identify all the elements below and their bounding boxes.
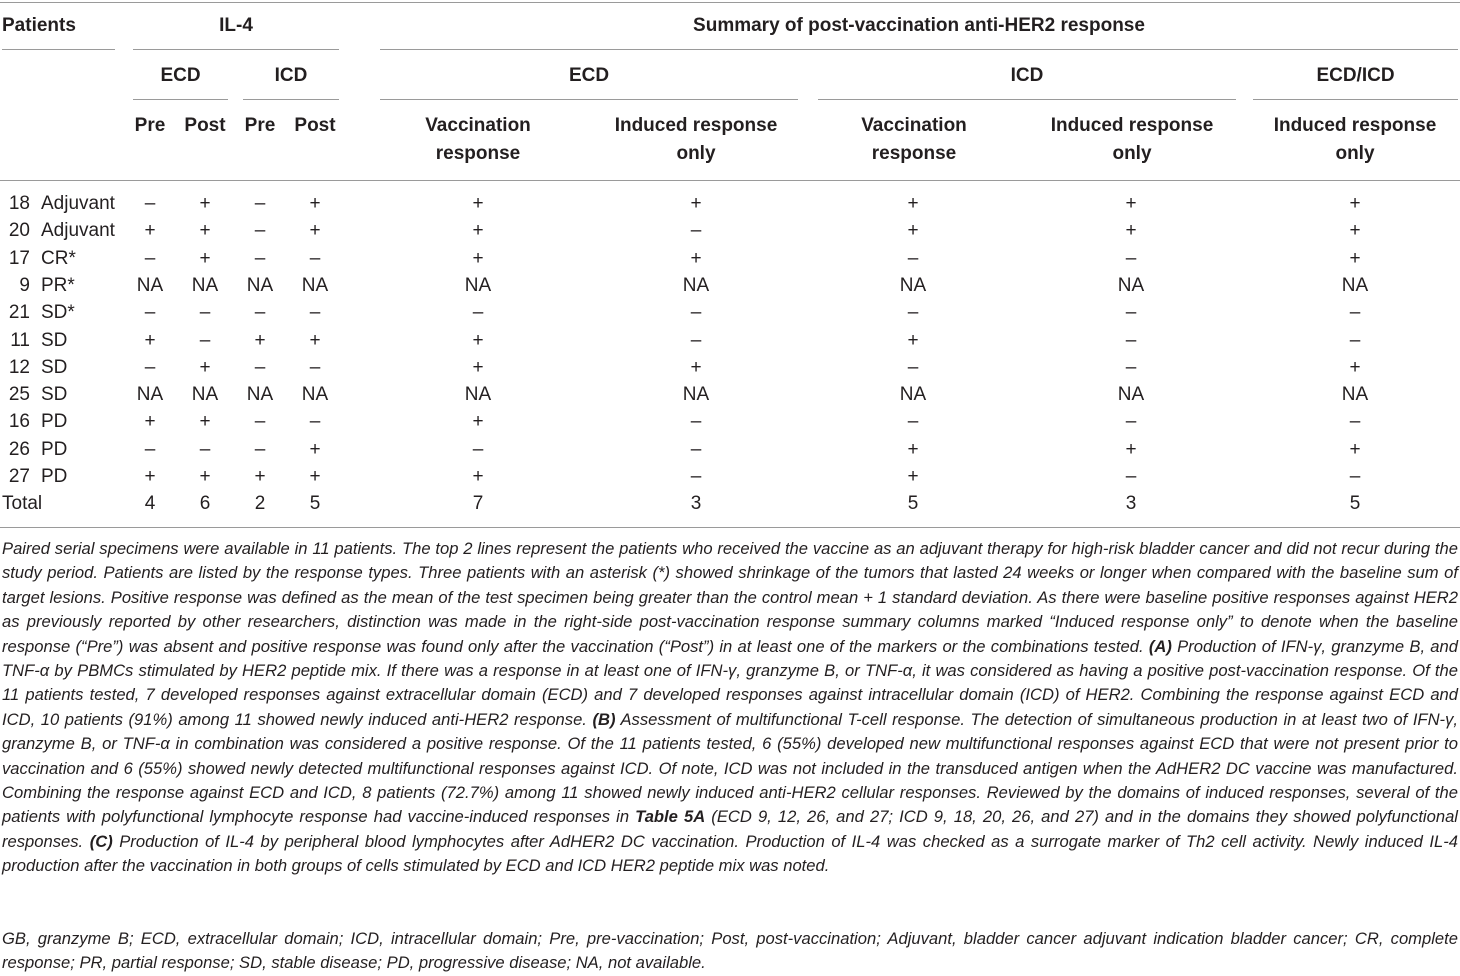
response-cell: – xyxy=(1125,247,1137,269)
response-cell: – xyxy=(907,356,919,378)
response-cell: NA xyxy=(246,384,274,406)
total-cell: 5 xyxy=(1349,493,1361,515)
patient-response-type: PR* xyxy=(41,274,75,296)
response-cell: – xyxy=(254,411,266,433)
post-header: Post xyxy=(294,115,336,136)
rule-sum-ecd-icd xyxy=(1253,99,1458,100)
response-cell: – xyxy=(254,247,266,269)
response-cell: – xyxy=(690,438,702,460)
response-cell: – xyxy=(144,302,156,324)
response-cell: + xyxy=(144,220,156,242)
abbreviations-note: GB, granzyme B; ECD, extracellular domain; ICD, intracellular domain; Pre, pre-vaccination; Post, post-vaccination; Adjuvant, bladder cancer adjuvant indication bladder cancer; CR, complete response; PR, partial response; SD, stable disease; PD, progressive disease; NA, not available. xyxy=(2,929,1458,973)
rule-il4 xyxy=(133,49,339,50)
summary-header: Summary of post-vaccination anti-HER2 response xyxy=(693,15,1145,36)
response-cell: + xyxy=(690,356,702,378)
rule-summary xyxy=(380,49,1458,50)
response-cell: – xyxy=(199,438,211,460)
response-cell: NA xyxy=(464,384,492,406)
response-cell: – xyxy=(144,193,156,214)
table-row xyxy=(0,354,1460,381)
response-cell: – xyxy=(472,302,484,324)
patient-id: 25 xyxy=(8,384,30,406)
table-row xyxy=(0,436,1460,463)
response-cell: + xyxy=(199,220,211,242)
response-cell: – xyxy=(907,411,919,433)
il4-icd-header: ICD xyxy=(274,65,308,86)
rule-il4-icd xyxy=(243,99,339,100)
response-cell: – xyxy=(309,411,321,433)
response-cell: + xyxy=(1349,247,1361,269)
patient-response-type: PD xyxy=(41,411,68,433)
response-cell: – xyxy=(254,438,266,460)
patient-response-type: SD xyxy=(41,329,68,351)
response-cell: – xyxy=(1349,466,1361,487)
response-cell: + xyxy=(472,247,484,269)
summary-ecd-icd-header: ECD/ICD xyxy=(1316,65,1395,86)
patient-response-type: SD xyxy=(41,384,68,406)
response-cell: – xyxy=(1125,302,1137,324)
response-cell: NA xyxy=(899,274,927,296)
rule-sum-icd xyxy=(818,99,1236,100)
post-header: Post xyxy=(184,115,226,136)
response-cell: + xyxy=(472,411,484,433)
table-row xyxy=(0,299,1460,326)
response-cell: – xyxy=(1125,329,1137,351)
vaccination-response-header: Vaccination xyxy=(425,115,531,136)
pre-header: Pre xyxy=(244,115,276,136)
response-cell: + xyxy=(907,329,919,351)
response-cell: + xyxy=(199,411,211,433)
patient-response-type: CR* xyxy=(41,247,76,269)
response-cell: NA xyxy=(899,384,927,406)
response-cell: + xyxy=(1349,438,1361,460)
response-cell: NA xyxy=(1341,384,1369,406)
response-cell: + xyxy=(199,193,211,214)
response-cell: – xyxy=(1125,466,1137,487)
footnote-label-b: (B) xyxy=(592,709,616,729)
response-cell: + xyxy=(1349,356,1361,378)
induced-response-header: Induced response xyxy=(1273,115,1437,136)
response-cell: – xyxy=(199,329,211,351)
response-cell: NA xyxy=(682,384,710,406)
response-cell: NA xyxy=(191,384,219,406)
response-cell: NA xyxy=(682,274,710,296)
vaccination-response-header: Vaccination xyxy=(861,115,967,136)
response-cell: – xyxy=(907,302,919,324)
total-cell: 3 xyxy=(1125,493,1137,515)
response-cell: + xyxy=(144,329,156,351)
footnote-label-c: (C) xyxy=(89,831,113,851)
footnote-text: (ECD 9, 12, 26, and 27; ICD 9, 18, 20, 26, and 27) and in the domains they showed polyfunctional responses. xyxy=(2,807,1458,851)
table-row xyxy=(0,245,1460,272)
patient-id: 27 xyxy=(8,466,30,487)
response-cell: + xyxy=(254,466,266,487)
patient-id: 17 xyxy=(8,247,30,269)
response-cell: + xyxy=(1125,193,1137,214)
response-cell: – xyxy=(254,302,266,324)
response-cell: + xyxy=(1349,220,1361,242)
response-cell: – xyxy=(1125,411,1137,433)
response-cell: – xyxy=(144,438,156,460)
footnote-label-a: (A) xyxy=(1148,636,1172,656)
summary-ecd-header: ECD xyxy=(568,65,610,86)
response-cell: + xyxy=(309,329,321,351)
response-cell: + xyxy=(690,247,702,269)
response-cell: – xyxy=(690,220,702,242)
footnote-text: Assessment of multifunctional T-cell response. The detection of simultaneous production in at least two of IFN-γ, granzyme B, or TNF-α in combination was considered a positive response. Of the 11 patients tested, 6 (55%) developed new multifunctional responses against ECD that were not present prior to vaccination and 6 (55%) showed newly detected multifunctional responses against ICD. Of note, ICD was not included in the transduced antigen when the AdHER2 DC vaccine was manufactured. Combining the response against ECD and ICD, 8 patients (72.7%) among 11 showed newly induced anti-HER2 cellular responses. Reviewed by the domains of induced responses, several of the patients with polyfunctional lymphocyte response had vaccine-induced responses in xyxy=(2,709,1458,827)
response-cell: + xyxy=(472,329,484,351)
response-cell: + xyxy=(309,438,321,460)
table-row xyxy=(0,381,1460,408)
response-cell: – xyxy=(690,411,702,433)
patient-response-type: Adjuvant xyxy=(41,220,115,242)
patient-id: 12 xyxy=(8,356,30,378)
response-cell: – xyxy=(309,302,321,324)
induced-response-header: only xyxy=(676,143,716,164)
response-cell: – xyxy=(309,356,321,378)
response-cell: – xyxy=(1349,302,1361,324)
response-cell: – xyxy=(690,466,702,487)
response-cell: – xyxy=(1349,329,1361,351)
total-label: Total xyxy=(2,493,43,515)
header-bottom-rule xyxy=(0,180,1460,181)
response-cell: + xyxy=(907,466,919,487)
total-cell: 3 xyxy=(690,493,702,515)
response-cell: + xyxy=(144,411,156,433)
response-cell: – xyxy=(907,247,919,269)
response-cell: + xyxy=(144,466,156,487)
response-cell: NA xyxy=(1117,274,1145,296)
patient-id: 21 xyxy=(8,302,30,324)
response-cell: + xyxy=(309,220,321,242)
table-row xyxy=(0,327,1460,354)
response-cell: + xyxy=(199,466,211,487)
response-cell: NA xyxy=(301,274,329,296)
footnote-text: Production of IFN-γ, granzyme B, and TNF-α by PBMCs stimulated by HER2 peptide mix. If there was a response in at least one of IFN-γ, granzyme B, or TNF-α, it was considered as having a positive post-vaccination response. Of the 11 patients tested, 7 developed responses against extracellular domain (ECD) and 7 developed responses against intracellular domain (ICD) of HER2. Combining the response against ECD and ICD, 10 patients (91%) among 11 showed newly induced anti-HER2 response. xyxy=(2,636,1458,729)
response-cell: NA xyxy=(464,274,492,296)
table-bottom-rule xyxy=(0,527,1460,528)
response-cell: NA xyxy=(191,274,219,296)
patient-id: 16 xyxy=(8,411,30,433)
response-cell: NA xyxy=(1341,274,1369,296)
response-cell: + xyxy=(907,438,919,460)
response-cell: + xyxy=(309,193,321,214)
response-cell: – xyxy=(1125,356,1137,378)
rule-il4-ecd xyxy=(133,99,228,100)
response-cell: NA xyxy=(301,384,329,406)
top-rule xyxy=(0,2,1460,3)
response-cell: + xyxy=(907,193,919,214)
table-footnote xyxy=(2,537,1458,879)
total-cell: 2 xyxy=(254,493,266,515)
response-cell: – xyxy=(254,220,266,242)
il4-header: IL-4 xyxy=(219,15,253,36)
patient-id: 20 xyxy=(8,220,30,242)
response-cell: + xyxy=(254,329,266,351)
response-cell: – xyxy=(144,356,156,378)
footnote-text: Production of IL-4 by peripheral blood lymphocytes after AdHER2 DC vaccination. Production of IL-4 was checked as a surrogate marker of Th2 cell activity. Newly induced IL-4 production after the vaccination in both groups of cells stimulated by ECD and ICD HER2 peptide mix was noted. xyxy=(2,831,1459,876)
response-cell: – xyxy=(254,356,266,378)
response-cell: NA xyxy=(136,274,164,296)
response-cell: + xyxy=(472,356,484,378)
table-row xyxy=(0,408,1460,435)
patient-id: 18 xyxy=(8,193,30,214)
induced-response-header: Induced response xyxy=(614,115,778,136)
rule-sum-ecd xyxy=(380,99,798,100)
response-cell: + xyxy=(472,193,484,214)
induced-response-header: only xyxy=(1112,143,1152,164)
total-cell: 4 xyxy=(144,493,156,515)
response-cell: + xyxy=(309,466,321,487)
il4-ecd-header: ECD xyxy=(160,65,201,86)
response-cell: NA xyxy=(1117,384,1145,406)
table-reference: Table 5A xyxy=(635,807,706,827)
induced-response-header: Induced response xyxy=(1050,115,1214,136)
response-cell: + xyxy=(1125,220,1137,242)
response-cell: – xyxy=(199,302,211,324)
response-cell: + xyxy=(199,356,211,378)
response-cell: + xyxy=(1349,193,1361,214)
response-cell: + xyxy=(907,220,919,242)
table-row xyxy=(0,217,1460,244)
response-cell: + xyxy=(472,220,484,242)
patient-response-type: SD* xyxy=(41,302,75,324)
patient-response-type: SD xyxy=(41,356,68,378)
vaccination-response-header: response xyxy=(435,143,521,164)
response-cell: NA xyxy=(246,274,274,296)
response-cell: + xyxy=(472,466,484,487)
response-cell: + xyxy=(690,193,702,214)
total-row xyxy=(0,490,1460,517)
patient-response-type: PD xyxy=(41,466,68,487)
total-cell: 5 xyxy=(907,493,919,515)
response-cell: – xyxy=(690,329,702,351)
total-cell: 6 xyxy=(199,493,211,515)
patient-response-type: PD xyxy=(41,438,68,460)
patients-header: Patients xyxy=(2,15,76,36)
vaccination-response-header: response xyxy=(871,143,957,164)
table-row xyxy=(0,272,1460,299)
total-cell: 5 xyxy=(309,493,321,515)
patient-response-type: Adjuvant xyxy=(41,193,115,214)
response-cell: + xyxy=(1125,438,1137,460)
response-cell: – xyxy=(472,438,484,460)
total-cell: 7 xyxy=(472,493,484,515)
induced-response-header: only xyxy=(1335,143,1375,164)
response-cell: – xyxy=(309,247,321,269)
response-cell: – xyxy=(1349,411,1361,433)
response-cell: – xyxy=(690,302,702,324)
patient-id: 26 xyxy=(8,438,30,460)
footnote-text: Paired serial specimens were available in 11 patients. The top 2 lines represent the patients who received the vaccine as an adjuvant therapy for high-risk bladder cancer and did not recur during the study period. Patients are listed by the response types. Three patients with an asterisk (*) showed shrinkage of the tumors that lasted 24 weeks or longer when compared with the baseline sum of target lesions. Positive response was defined as the mean of the test specimen being greater than the control mean + 1 standard deviation. As there were baseline positive responses against HER2 as previously reported by other researchers, distinction was made in the right-side post-vaccination response summary columns marked “Induced response only” to denote when the baseline response (“Pre”) was absent and positive response was found only after the vaccination (“Post”) in at least one of the markers or the combinations tested. xyxy=(2,539,1458,656)
patient-id: 11 xyxy=(10,329,30,351)
response-cell: – xyxy=(254,193,266,214)
table-row xyxy=(0,190,1460,217)
table-row xyxy=(0,463,1460,490)
summary-icd-header: ICD xyxy=(1010,65,1044,86)
patient-id: 9 xyxy=(19,274,30,296)
response-cell: + xyxy=(199,247,211,269)
rule-patients xyxy=(2,49,115,50)
response-cell: – xyxy=(144,247,156,269)
response-cell: NA xyxy=(136,384,164,406)
pre-header: Pre xyxy=(134,115,166,136)
